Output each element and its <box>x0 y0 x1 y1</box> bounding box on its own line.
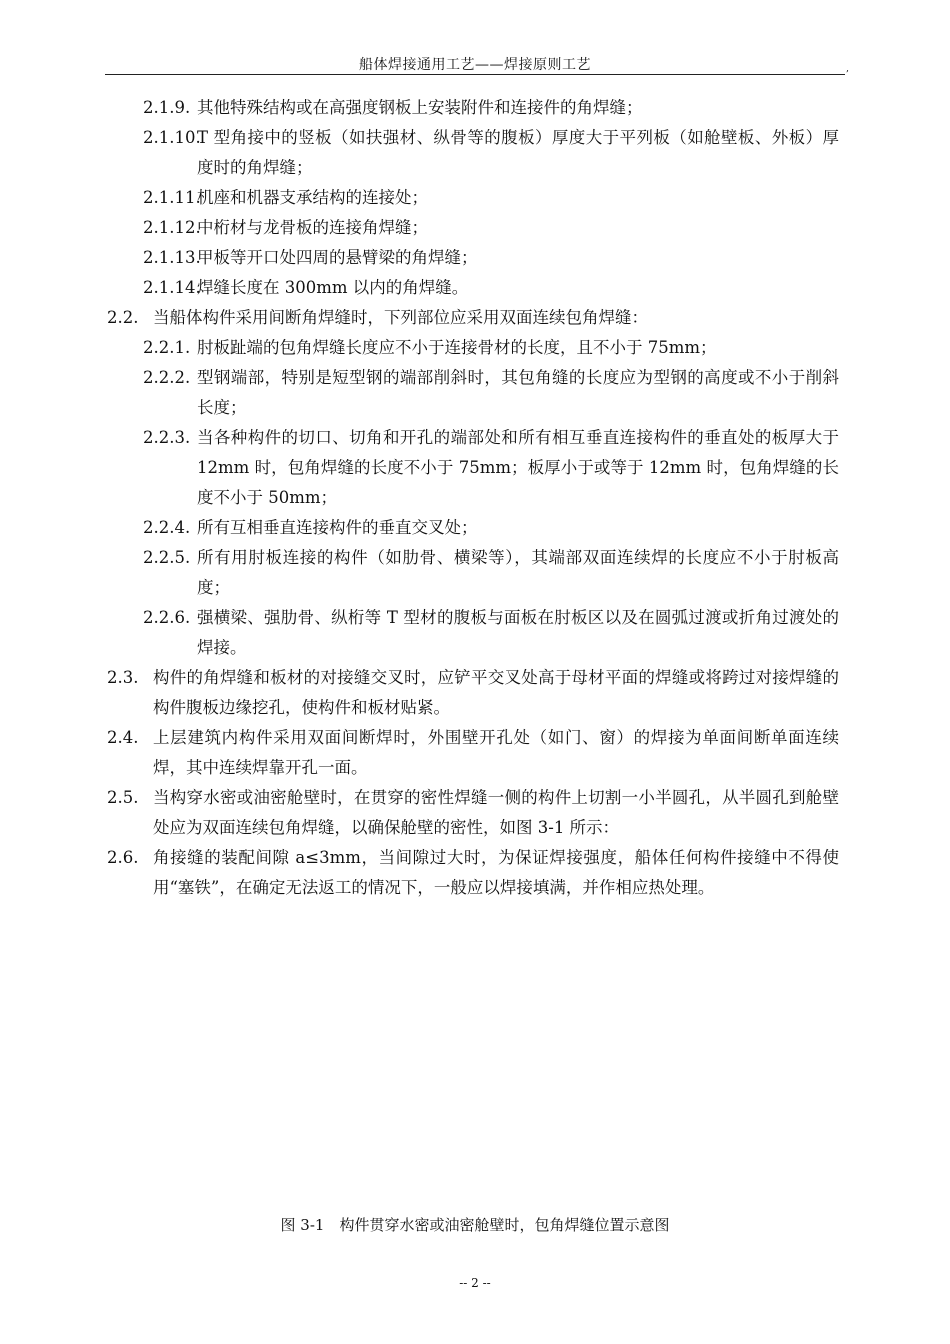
clause-number: 2.2.5. <box>143 548 191 567</box>
clause-2-1-10 <box>0 123 950 183</box>
clause-2-1-12 <box>0 213 950 243</box>
clause-2-1-9 <box>0 93 950 123</box>
clause-text: 当各种构件的切口、切角和开孔的端部处和所有相互垂直连接构件的垂直处的板厚大于 12mm 时，包角焊缝的长度不小于 75mm；板厚小于或等于 12mm 时，包角焊缝的长度不小于 50mm； <box>197 428 839 507</box>
figure-caption: 图 3-1 构件贯穿水密或油密舱壁时，包角焊缝位置示意图 <box>280 1216 670 1234</box>
clause-number: 2.2.4. <box>143 518 191 537</box>
clause-2-5 <box>0 783 950 843</box>
clause-number: 2.2. <box>107 308 139 327</box>
clause-text: 中桁材与龙骨板的连接角焊缝； <box>197 218 428 237</box>
clause-number: 2.2.6. <box>143 608 191 627</box>
clause-text: 当船体构件采用间断角焊缝时，下列部位应采用双面连续包角焊缝： <box>153 308 648 327</box>
document-body <box>0 93 950 903</box>
clause-2-6 <box>0 843 950 903</box>
clause-text: 其他特殊结构或在高强度钢板上安装附件和连接件的角焊缝； <box>197 98 643 117</box>
clause-number: 2.1.14. <box>143 278 201 297</box>
clause-2-3 <box>0 663 950 723</box>
clause-2-2-2 <box>0 363 950 423</box>
clause-text: T 型角接中的竖板（如扶强材、纵骨等的腹板）厚度大于平列板（如舱壁板、外板）厚度时的角焊缝； <box>197 128 839 177</box>
clause-number: 2.3. <box>107 668 139 687</box>
clause-2-1-14 <box>0 273 950 303</box>
clause-text: 甲板等开口处四周的悬臂梁的角焊缝； <box>197 248 478 267</box>
clause-text: 强横梁、强肋骨、纵桁等 T 型材的腹板与面板在肘板区以及在圆弧过渡或折角过渡处的焊接。 <box>197 608 839 657</box>
clause-text: 所有用肘板连接的构件（如肋骨、横梁等），其端部双面连续焊的长度应不小于肘板高度； <box>197 548 839 597</box>
clause-2-1-11 <box>0 183 950 213</box>
clause-2-4 <box>0 723 950 783</box>
clause-text: 上层建筑内构件采用双面间断焊时，外围壁开孔处（如门、窗）的焊接为单面间断单面连续焊，其中连续焊靠开孔一面。 <box>153 728 839 777</box>
clause-number: 2.2.1. <box>143 338 191 357</box>
clause-2-2 <box>0 303 950 333</box>
clause-text: 角接缝的装配间隙 a≤3mm，当间隙过大时，为保证焊接强度，船体任何构件接缝中不得使用“塞铁”，在确定无法返工的情况下，一般应以焊接填满，并作相应热处理。 <box>153 848 839 897</box>
header-mark: , <box>846 64 849 74</box>
clause-text: 所有互相垂直连接构件的垂直交叉处； <box>197 518 478 537</box>
clause-text: 焊缝长度在 300mm 以内的角焊缝。 <box>197 278 469 297</box>
clause-text: 肘板趾端的包角焊缝长度应不小于连接骨材的长度，且不小于 75mm； <box>197 338 717 357</box>
clause-2-1-13 <box>0 243 950 273</box>
clause-number: 2.1.10. <box>143 128 201 147</box>
clause-text: 当构穿水密或油密舱壁时，在贯穿的密性焊缝一侧的构件上切割一小半圆孔，从半圆孔到舱壁处应为双面连续包角焊缝，以确保舱壁的密性，如图 3-1 所示： <box>153 788 839 837</box>
clause-number: 2.6. <box>107 848 139 867</box>
clause-number: 2.1.11. <box>143 188 201 207</box>
clause-number: 2.2.2. <box>143 368 191 387</box>
clause-number: 2.1.12. <box>143 218 201 237</box>
clause-text: 构件的角焊缝和板材的对接缝交叉时，应铲平交叉处高于母材平面的焊缝或将跨过对接焊缝的构件腹板边缘挖孔，使构件和板材贴紧。 <box>153 668 839 717</box>
page-header <box>105 52 849 75</box>
clause-number: 2.1.9. <box>143 98 191 117</box>
clause-2-2-1 <box>0 333 950 363</box>
clause-2-2-6 <box>0 603 950 663</box>
header-title: 船体焊接通用工艺——焊接原则工艺 <box>359 57 591 73</box>
clause-number: 2.1.13. <box>143 248 201 267</box>
clause-text: 型钢端部，特别是短型钢的端部削斜时，其包角缝的长度应为型钢的高度或不小于削斜长度； <box>197 368 839 417</box>
clause-2-2-5 <box>0 543 950 603</box>
clause-number: 2.5. <box>107 788 139 807</box>
clause-text: 机座和机器支承结构的连接处； <box>197 188 428 207</box>
clause-2-2-3 <box>0 423 950 513</box>
clause-number: 2.4. <box>107 728 139 747</box>
clause-2-2-4 <box>0 513 950 543</box>
page-number: -- 2 -- <box>459 1276 491 1290</box>
clause-number: 2.2.3. <box>143 428 191 447</box>
